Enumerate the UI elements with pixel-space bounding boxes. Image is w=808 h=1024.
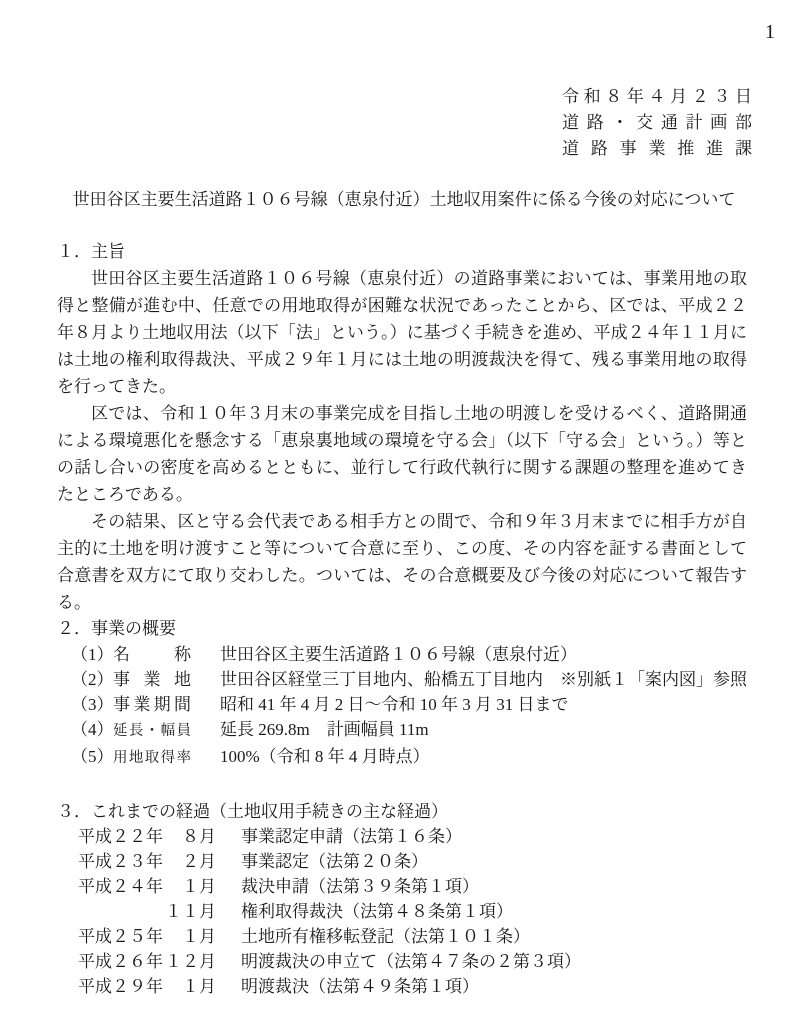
timeline-event: 事業認定申請（法第１６条）: [241, 827, 462, 846]
timeline-month: ８月: [182, 827, 216, 846]
overview-item: [57, 667, 747, 692]
overview-item-value: 世田谷区主要生活道路１０６号線（恵泉付近）: [220, 645, 577, 664]
division-name: 道路事業推進課: [562, 139, 752, 158]
timeline-year: 平成２９年: [78, 977, 163, 996]
timeline-month: １２月: [165, 952, 216, 971]
overview-item-number: （2）: [71, 670, 114, 689]
timeline-month: １１月: [165, 902, 216, 921]
overview-item-label: 事業期間: [113, 695, 191, 714]
timeline-row: [57, 824, 747, 849]
timeline-month: ２月: [182, 852, 216, 871]
timeline-row: [57, 849, 747, 874]
timeline-row: [57, 899, 747, 924]
timeline-event: 明渡裁決（法第４９条第１項）: [241, 977, 479, 996]
overview-item-value: 世田谷区経堂三丁目地内、船橋五丁目地内 ※別紙１「案内図」参照: [220, 670, 747, 689]
timeline-year: [78, 899, 164, 924]
overview-item-number: （4）: [71, 720, 114, 739]
timeline-month: １月: [182, 927, 216, 946]
section3-timeline: [57, 824, 747, 999]
overview-item: [57, 744, 747, 771]
overview-item-label: 事業地: [113, 670, 191, 689]
overview-item: [57, 717, 747, 744]
document-date: 令和８年４月２３日: [562, 87, 752, 106]
overview-item: [57, 692, 747, 717]
timeline-year: 平成２６年: [78, 952, 163, 971]
overview-item-number: （5）: [71, 747, 114, 766]
timeline-row: [57, 924, 747, 949]
overview-item-label: 用地取得率: [113, 750, 191, 766]
timeline-event: 土地所有権移転登記（法第１０１条）: [241, 927, 530, 946]
overview-item-number: （3）: [71, 695, 114, 714]
timeline-month: １月: [182, 877, 216, 896]
overview-item-value: 100%（令和 8 年 4 月時点）: [220, 747, 430, 766]
body-paragraph: その結果、区と守る会代表である相手方との間で、令和９年３月末までに相手方が自主的に土地を明け渡すこと等について合意に至り、この度、その内容を証する書面として合意書を双方にて取り交わした。ついては、その合意概要及び今後の対応について報告する。: [57, 512, 747, 612]
timeline-month: １月: [182, 977, 216, 996]
body-paragraph: 世田谷区主要生活道路１０６号線（恵泉付近）の道路事業においては、事業用地の取得と整備が進む中、任意での用地取得が困難な状況であったことから、区では、平成２２年８月より土地収用法（以下「法」という。）に基づく手続きを進め、平成２４年１１月には土地の権利取得裁決、平成２９年１月には土地の明渡裁決を得て、残る事業用地の取得を行ってきた。: [57, 269, 747, 396]
timeline-event: 裁決申請（法第３９条第１項）: [241, 877, 479, 896]
section1-paragraphs: [57, 265, 747, 616]
timeline-year: 平成２２年: [78, 827, 163, 846]
timeline-year: 平成２４年: [78, 877, 163, 896]
overview-item-label: 名称: [113, 645, 191, 664]
overview-item-value: 延長 269.8m 計画幅員 11m: [220, 720, 429, 739]
department-name: 道路・交通計画部: [562, 113, 752, 132]
section1-heading: １．主旨: [57, 242, 125, 261]
timeline-year: 平成２５年: [78, 927, 163, 946]
timeline-row: [57, 874, 747, 899]
section2-items: [57, 642, 747, 771]
overview-item-label: 延長・幅員: [113, 723, 191, 739]
timeline-event: 明渡裁決の申立て（法第４７条の２第３項）: [241, 952, 581, 971]
timeline-row: [57, 949, 747, 974]
document-title: 世田谷区主要生活道路１０６号線（恵泉付近）土地収用案件に係る今後の対応について: [72, 190, 736, 209]
timeline-year: 平成２３年: [78, 852, 163, 871]
page-number: 1: [765, 21, 775, 43]
document-body: [57, 238, 747, 999]
overview-item: [57, 642, 747, 667]
section3-heading: ３．これまでの経過（土地収用手続きの主な経過）: [57, 802, 448, 821]
body-paragraph: 区では、令和１０年３月末の事業完成を目指し土地の明渡しを受けるべく、道路開通による環境悪化を懸念する「恵泉裏地域の環境を守る会」（以下「守る会」という。）等との話し合いの密度を高めるとともに、並行して行政代執行に関する課題の整理を進めてきたところである。: [57, 404, 747, 504]
header-block: [562, 84, 752, 162]
timeline-event: 権利取得裁決（法第４８条第１項）: [241, 902, 513, 921]
overview-item-value: 昭和 41 年 4 月 2 日～令和 10 年 3 月 31 日まで: [220, 695, 569, 714]
timeline-event: 事業認定（法第２０条）: [241, 852, 428, 871]
timeline-row: [57, 974, 747, 999]
overview-item-number: （1）: [71, 645, 114, 664]
section2-heading: ２．事業の概要: [57, 619, 176, 638]
